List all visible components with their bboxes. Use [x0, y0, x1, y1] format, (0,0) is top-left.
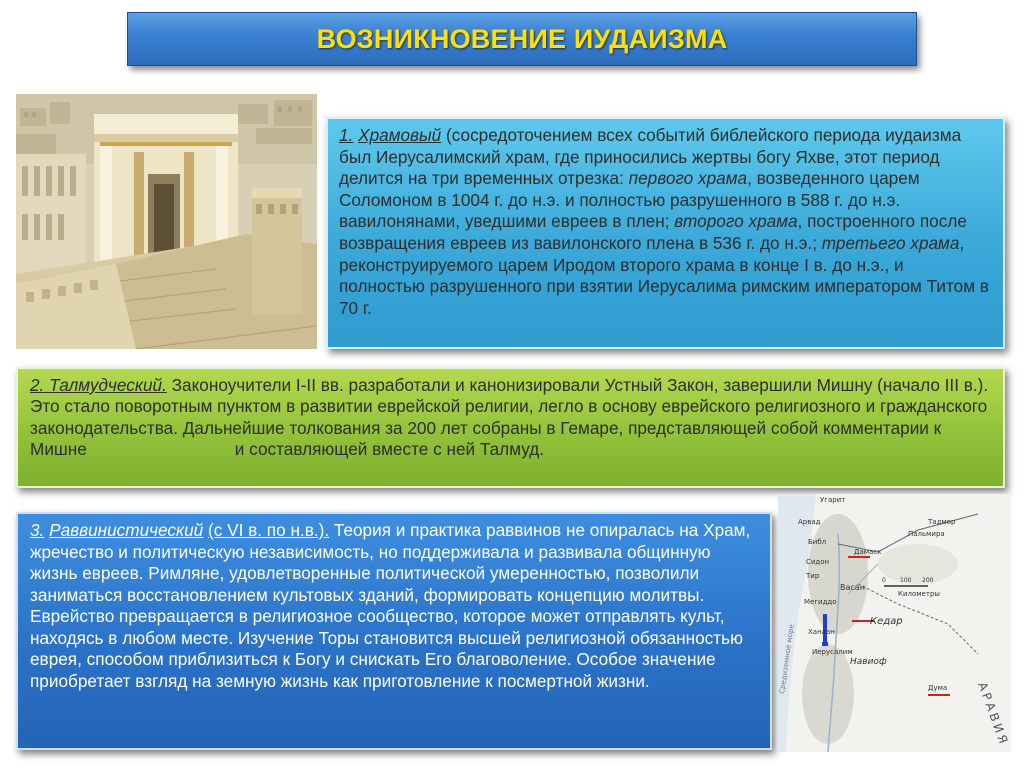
- map-scale-0: 0: [882, 577, 886, 584]
- third-temple: третьего храма: [821, 232, 960, 253]
- map-label-sea: Средиземное море: [778, 623, 796, 695]
- map-image: [778, 494, 1011, 752]
- map-label: Дума: [928, 684, 948, 692]
- second-temple: второго храма: [674, 211, 798, 232]
- map-label: Васан: [840, 583, 865, 592]
- gap-word: и: [234, 439, 245, 460]
- map-label-arabia: АРАВИЯ: [975, 680, 1011, 749]
- map-label: Пальмира: [908, 530, 945, 538]
- map-label: Иерусалим: [812, 648, 853, 656]
- temple-photo: [16, 94, 317, 349]
- map-label: Арвад: [798, 518, 821, 526]
- section-temple-name: Храмовый: [358, 125, 442, 145]
- section-rabbinic: [16, 512, 772, 750]
- section-talmud-name: 2. Талмудческий.: [30, 375, 167, 395]
- section-rabbinic-name: Раввинистический: [49, 520, 204, 540]
- section-rabbinic-text: 3. Раввинистический (с VI в. по н.в.). Теория и практика раввинов не опиралась на Храм, жречество и политическую независимость, но поддерживала и развивала общинную жизнь евреев. Римляне, удовлетворенные политической умеренностью, позволили заниматься восстановлением культовых зданий, формировать концепцию молитвы. Еврейство превращается в религиозное сообщество, которое может отправлять культ, находясь в любом месте. Изучение Торы становится высшей религиозной обязанностью еврея, способом приблизиться к Богу и снискать Его благоволение. Особое значение приобретает взгляд на земную жизнь как приготовление к посмертной жизни.: [30, 520, 751, 691]
- section-talmud-text: 2. Талмудческий. Законоучители I-II вв. разработали и канонизировали Устный Закон, завершили Мишну (начало III в.). Это стало поворотным пунктом в развитии еврейской религии, легло в основу еврейского религиозного и гражданского законодательства. Дальнейшие толкования за 200 лет собраны в Гемаре, представляющей собой комментарии к Мишне и составляющей вместе с ней Талмуд.: [30, 375, 989, 460]
- section-temple-text: 1. Храмовый (сосредоточением всех событий библейского периода иудаизма был Иерусалимский храм, где приносились жертвы богу Яхве, этот период делится на три временных отрезка: первого храма, возведенного царем Соломоном в 1004 г. до н.э. и полностью разрушенного в 588 г. до н.э. вавилонянами, уведшими евреев в плен; второго храма, построенного после возвращения евреев из вавилонского плена в 536 г. до н.э.; третьего храма, реконструируемого царем Иродом второго храма в конце I в. до н.э., и полностью разрушенного при взятии Иерусалима римским императором Титом в 70 г.: [339, 125, 989, 318]
- section-temple: [326, 117, 1005, 349]
- map-scale-100: 100: [900, 577, 912, 584]
- first-temple: первого храма: [628, 168, 748, 189]
- map-label: Кедар: [870, 616, 903, 627]
- map-label: Ханаан: [808, 628, 835, 636]
- map-scale-200: 200: [922, 577, 934, 584]
- section-talmud: [16, 367, 1005, 488]
- map-label: Тадмор: [928, 518, 956, 526]
- map-label: Дамаск: [854, 548, 882, 556]
- section-rabbinic-period: (с VI в. по н.в.).: [208, 520, 330, 540]
- map-label: Библ: [808, 538, 827, 546]
- map-label: Сидон: [806, 558, 830, 566]
- map-label: Навиоф: [850, 657, 887, 667]
- section-temple-num: 1.: [339, 125, 354, 145]
- title-bar: [127, 12, 917, 66]
- section-rabbinic-num: 3.: [30, 520, 45, 540]
- map-label: Угарит: [820, 496, 846, 504]
- map-label: Тир: [806, 572, 820, 580]
- page-title: ВОЗНИКНОВЕНИЕ ИУДАИЗМА: [316, 23, 728, 54]
- map-label: Мегиддо: [804, 598, 837, 606]
- map-label: Километры: [898, 590, 940, 598]
